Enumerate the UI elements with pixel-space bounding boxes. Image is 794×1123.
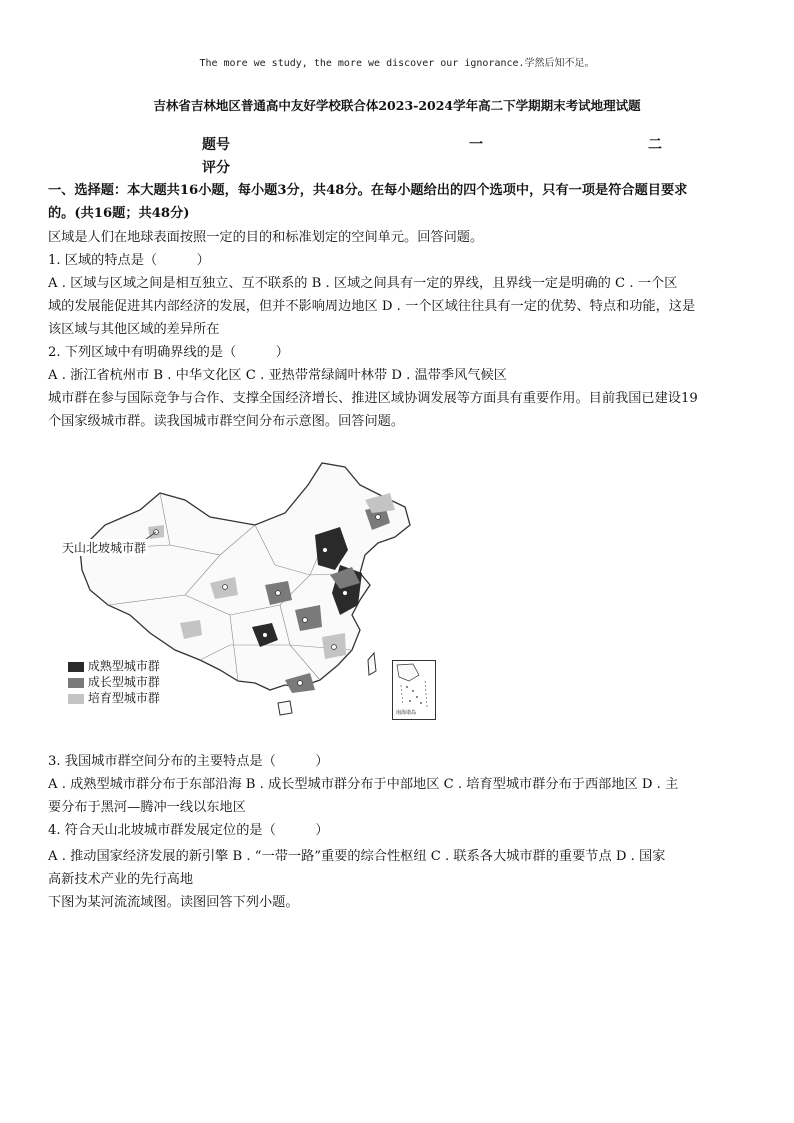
section-heading-line-2: 的。(共16题；共48分)	[48, 206, 190, 221]
legend-swatch-growing	[68, 678, 84, 688]
question-1-options-line-1: A . 区域与区域之间是相互独立、互不联系的 B . 区域之间具有一定的界线，且界线一定是明确的 C . 一个区	[48, 276, 678, 291]
material-3: 下图为某河流流域图。读图回答下列小题。	[48, 895, 299, 910]
page-title: 吉林省吉林地区普通高中友好学校联合体2023-2024学年高二下学期期末考试地理试题	[153, 98, 641, 113]
score-table-col-1: 一	[469, 137, 483, 153]
question-4-options-line-2: 高新技术产业的先行高地	[48, 872, 194, 887]
map-legend	[68, 658, 160, 706]
score-table-row-label-number: 题号	[202, 137, 230, 153]
legend-label-nurturing: 培育型城市群	[87, 691, 160, 705]
question-1-options-line-2: 域的发展能促进其内部经济的发展，但并不影响周边地区 D . 一个区域往往具有一定的优势、特点和功能，这是	[48, 299, 696, 314]
question-4-stem: 4. 符合天山北坡城市群发展定位的是（ ）	[48, 823, 329, 838]
china-city-cluster-map	[60, 455, 420, 730]
material-2-line-2: 个国家级城市群。读我国城市群空间分布示意图。回答问题。	[48, 414, 405, 429]
question-1-options-line-3: 该区域与其他区域的差异所在	[48, 322, 220, 337]
legend-label-growing: 成长型城市群	[87, 675, 160, 689]
material-2-line-1: 城市群在参与国际竞争与合作、支撑全国经济增长、推进区域协调发展等方面具有重要作用。目前我国已建设19	[48, 391, 698, 406]
legend-label-mature: 成熟型城市群	[87, 659, 160, 673]
legend-item-nurturing	[68, 690, 160, 706]
question-3-options-line-1: A . 成熟型城市群分布于东部沿海 B . 成长型城市群分布于中部地区 C . 培育型城市群分布于西部地区 D . 主	[48, 777, 679, 792]
legend-swatch-mature	[68, 662, 84, 672]
south-china-sea-inset	[392, 660, 436, 720]
question-3-options-line-2: 要分布于黑河—腾冲一线以东地区	[48, 800, 246, 815]
legend-swatch-nurturing	[68, 694, 84, 704]
inset-label: 南海诸岛	[396, 710, 417, 716]
score-table-row-label-score: 评分	[202, 160, 230, 176]
map-callout-tianshan: 天山北坡城市群	[62, 541, 147, 555]
section-heading-line-1: 一、选择题：本大题共16小题，每小题3分，共48分。在每小题给出的四个选项中，只有一项是符合题目要求	[48, 183, 688, 198]
score-table-col-2: 二	[648, 137, 662, 153]
question-4-options-line-1: A . 推动国家经济发展的新引擎 B . “一带一路”重要的综合性枢纽 C . 联系各大城市群的重要节点 D . 国家	[48, 849, 666, 864]
question-2-stem: 2. 下列区域中有明确界线的是（ ）	[48, 345, 289, 360]
legend-item-mature	[68, 658, 160, 674]
question-1-stem: 1. 区域的特点是（ ）	[48, 253, 210, 268]
legend-item-growing	[68, 674, 160, 690]
question-2-options-line-1: A . 浙江省杭州市 B . 中华文化区 C . 亚热带常绿阔叶林带 D . 温带季风气候区	[48, 368, 507, 383]
material-1: 区域是人们在地球表面按照一定的目的和标准划定的空间单元。回答问题。	[48, 230, 484, 245]
header-motto: The more we study, the more we discover our ignorance.学然后知不足。	[199, 58, 595, 69]
question-3-stem: 3. 我国城市群空间分布的主要特点是（ ）	[48, 754, 329, 769]
